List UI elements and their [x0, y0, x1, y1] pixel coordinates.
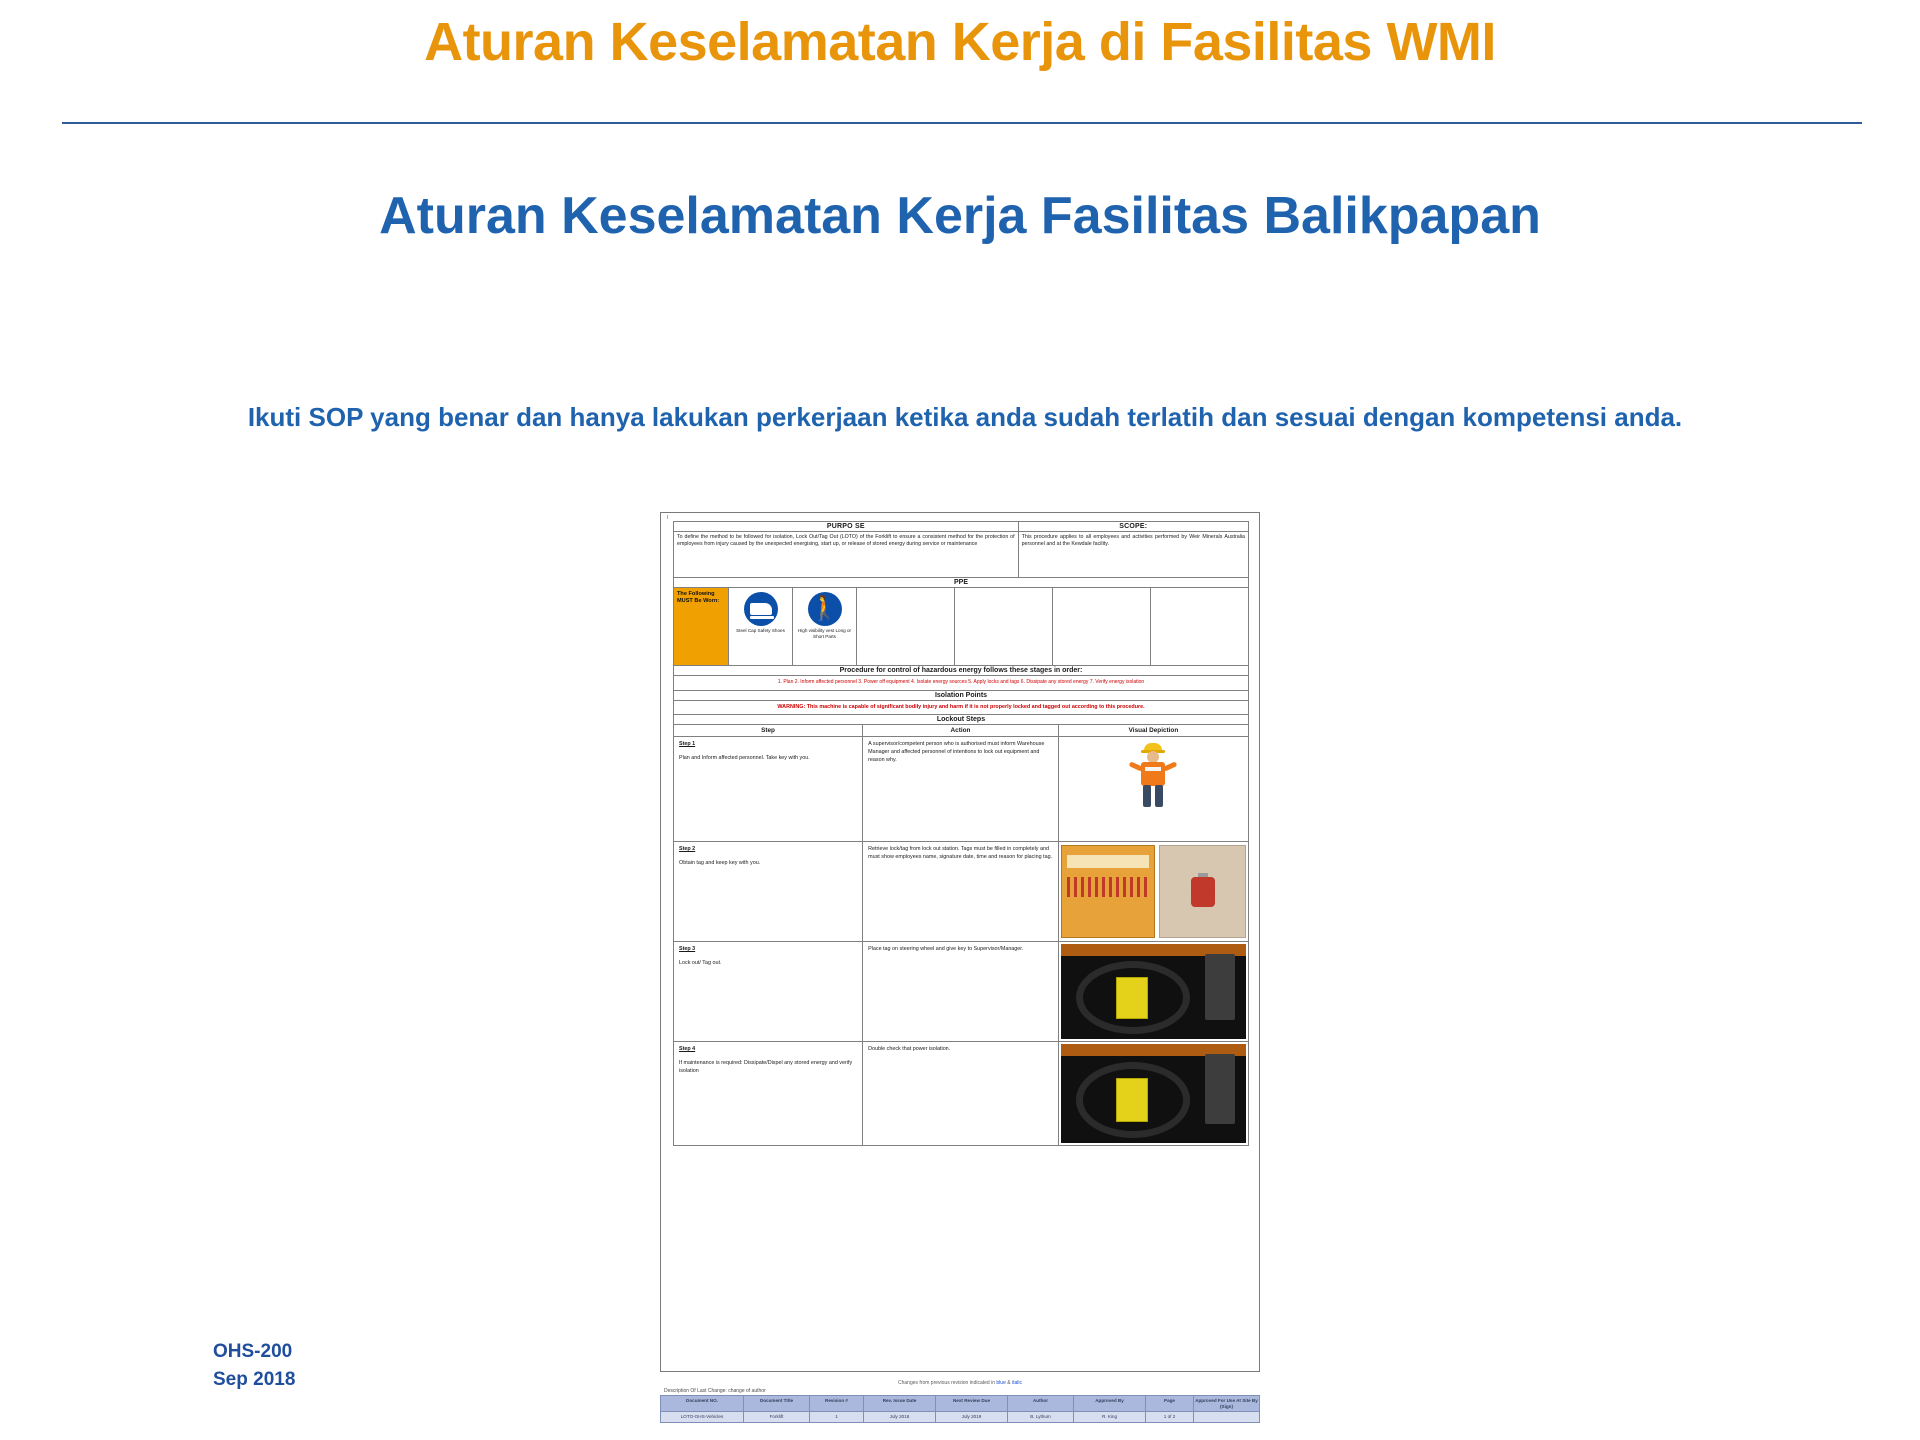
table-row — [673, 942, 1249, 1042]
changes-link-italic: italic — [1011, 1380, 1022, 1386]
lockout-table-header — [673, 725, 1249, 737]
embedded-document — [660, 512, 1260, 1427]
step-3-cell — [673, 942, 863, 1042]
step-1-visual — [1059, 737, 1249, 842]
step-4-cell — [673, 1042, 863, 1146]
foot-col-author: Author — [1008, 1395, 1074, 1412]
padlock-photo — [1159, 845, 1246, 938]
lockout-col-visual: Visual Depiction — [1059, 725, 1249, 737]
purpose-heading: PURPO SE — [673, 521, 1019, 532]
scope-column — [1019, 521, 1249, 578]
step-3-visual — [1059, 942, 1249, 1042]
foot-col-rev: Revision # — [810, 1395, 864, 1412]
purpose-column — [673, 521, 1019, 578]
foot-col-issue: Rev. Issue Date — [864, 1395, 936, 1412]
step-1-text: Plan and Inform affected personnel. Take key with you. — [679, 755, 810, 762]
foot-col-title: Document Title — [744, 1395, 810, 1412]
foot-col-docno: Document NO. — [660, 1395, 744, 1412]
ppe-heading: PPE — [673, 578, 1249, 588]
step-3-action: Place tag on steering wheel and give key to Supervisor/Manager. — [863, 942, 1059, 1042]
foot-val-page: 1 of 2 — [1146, 1412, 1194, 1423]
footer-doc-code: OHS-200 — [213, 1341, 293, 1362]
ppe-item-boots-caption: Steel Cap Safety Shoes — [736, 628, 785, 633]
foot-val-issue: July 2018 — [864, 1412, 936, 1423]
ppe-empty-cell-3 — [1053, 588, 1151, 666]
ppe-empty-cell-1 — [857, 588, 955, 666]
document-page — [660, 512, 1260, 1372]
purpose-body: To define the method to be followed for isolation, Lock Out/Tag Out (LOTO) of the Forklift to ensure a consistent method for the protection of employees from injury caused by the unexpected energising, start up, or release of stored energy during service or maintenance — [673, 532, 1019, 578]
lockout-col-action: Action — [863, 725, 1059, 737]
hi-vis-vest-icon: 🚶 — [808, 592, 842, 626]
step-2-label: Step 2 — [679, 846, 696, 853]
isolation-warning: WARNING: This machine is capable of significant bodily injury and harm if it is not properly locked and tagged out according to this procedure. — [673, 701, 1249, 716]
step-4-label: Step 4 — [679, 1046, 696, 1053]
step-3-label: Step 3 — [679, 946, 696, 953]
step-1-action: A supervisor/competent person who is authorised must inform Warehouse Manager and affected personnel of intentions to lock out equipment and reason why. — [863, 737, 1059, 842]
step-4-text: If maintenance is required: Dissipate/Dispel any stored energy and verify isolation — [679, 1060, 853, 1074]
header-divider — [62, 122, 1862, 124]
worker-illustration-icon — [1127, 743, 1179, 809]
document-footer-header — [660, 1395, 1260, 1412]
forklift-steering-wheel-photo — [1061, 944, 1246, 1039]
table-row — [673, 737, 1249, 842]
foot-val-review: July 2019 — [936, 1412, 1008, 1423]
table-row — [673, 1042, 1249, 1146]
step-4-action: Double check that power isolation. — [863, 1042, 1059, 1146]
slide-footer — [213, 1338, 295, 1393]
foot-val-approved: R. King — [1074, 1412, 1146, 1423]
ppe-label: The Following MUST Be Worn: — [673, 588, 729, 666]
changes-link-blue: blue — [996, 1380, 1006, 1386]
step-2-text: Obtain tag and keep key with you. — [679, 860, 761, 867]
lockout-col-step: Step — [673, 725, 863, 737]
ppe-item-vest-caption: High visibility vest Long or Short Parts — [797, 628, 852, 639]
changes-amp: & — [1007, 1380, 1011, 1386]
changes-note — [660, 1380, 1260, 1386]
description-last-change: Description Of Last Change: change of author — [664, 1388, 766, 1394]
foot-col-approved: Approved By — [1074, 1395, 1146, 1412]
stages-heading: Procedure for control of hazardous energy follows these stages in order: — [673, 666, 1249, 676]
ppe-item-boots — [729, 588, 793, 666]
lockout-station-photo — [1061, 845, 1156, 938]
foot-val-rev: 1 — [810, 1412, 864, 1423]
ppe-empty-cell-2 — [955, 588, 1053, 666]
isolation-heading: Isolation Points — [673, 691, 1249, 701]
foot-val-docno: LOTO-OHS-Vehicles — [660, 1412, 744, 1423]
scope-body: This procedure applies to all employees and activities performed by Weir Minerals Australia personnel and at the Kewdale facility. — [1019, 532, 1249, 578]
safety-boot-icon — [744, 592, 778, 626]
changes-note-text: Changes from previous revision indicated in — [898, 1380, 995, 1386]
corner-mark: I — [667, 515, 669, 521]
footer-date: Sep 2018 — [213, 1368, 296, 1390]
header-title: Aturan Keselamatan Kerja di Fasilitas WMI — [424, 12, 1496, 72]
step-1-label: Step 1 — [679, 741, 696, 748]
document-footer-values — [660, 1412, 1260, 1423]
forklift-steering-wheel-photo-2 — [1061, 1044, 1246, 1143]
foot-col-sitesign: Approved For Use At Site By (Sign) — [1194, 1395, 1260, 1412]
step-4-visual — [1059, 1042, 1249, 1146]
lockout-heading: Lockout Steps — [673, 715, 1249, 725]
ppe-empty-cell-4 — [1151, 588, 1249, 666]
step-2-cell — [673, 842, 863, 942]
purpose-scope-section — [673, 521, 1249, 578]
stages-text: 1. Plan 2. Inform affected personnel 3. Power off equipment 4. Isolate energy sources 5. Apply locks and tags 6. Dissipate any stored energy 7. Verify energy isolation — [673, 676, 1249, 691]
table-row — [673, 842, 1249, 942]
page-title: Aturan Keselamatan Kerja Fasilitas Balikpapan — [379, 187, 1541, 245]
step-2-action: Retrieve lock/tag from lock out station. Tags must be filled in completely and must show employees name, signature date, time and reason for placing tag. — [863, 842, 1059, 942]
step-1-cell — [673, 737, 863, 842]
foot-val-author: B. Lythum — [1008, 1412, 1074, 1423]
foot-val-title: Forklift — [744, 1412, 810, 1423]
step-3-text: Lock out/ Tag out. — [679, 960, 722, 967]
page-subtitle: Ikuti SOP yang benar dan hanya lakukan perkerjaan ketika anda sudah terlatih dan sesuai dengan kompetensi anda. — [247, 402, 1683, 432]
scope-heading: SCOPE: — [1019, 521, 1249, 532]
step-2-visual — [1059, 842, 1249, 942]
document-footer — [660, 1380, 1260, 1423]
ppe-item-vest — [793, 588, 857, 666]
foot-val-sitesign — [1194, 1412, 1260, 1423]
foot-col-page: Page — [1146, 1395, 1194, 1412]
slide-header — [60, 14, 1860, 71]
foot-col-review: Next Review Due — [936, 1395, 1008, 1412]
ppe-row — [673, 588, 1249, 666]
